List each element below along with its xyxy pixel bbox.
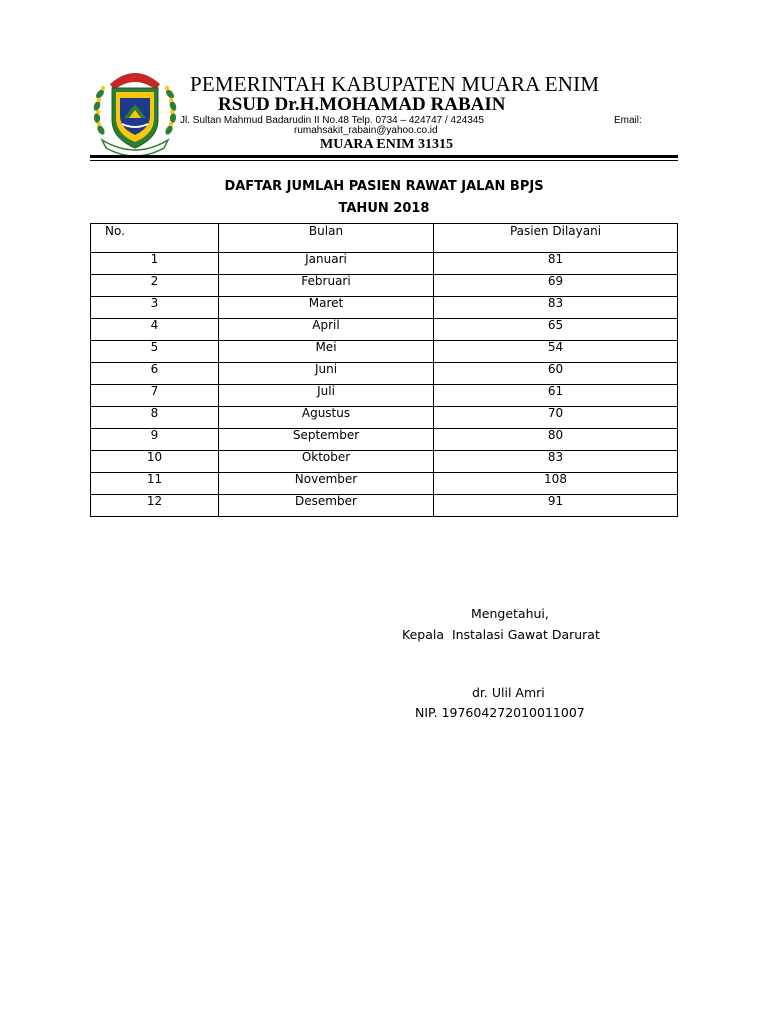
cell-month: Juni: [219, 363, 434, 385]
email-label: Email:: [614, 115, 642, 126]
cell-month: Agustus: [219, 407, 434, 429]
cell-no: 3: [91, 297, 219, 319]
cell-month: Mei: [219, 341, 434, 363]
report-title: DAFTAR JUMLAH PASIEN RAWAT JALAN BPJS: [224, 179, 544, 194]
table-row: [91, 385, 678, 407]
regency-coat-of-arms-icon: [88, 64, 182, 158]
cell-month: Oktober: [219, 451, 434, 473]
signatory-nip: NIP. 197604272010011007: [415, 705, 585, 720]
cell-patients: 91: [434, 495, 678, 517]
hospital-name: RSUD Dr.H.MOHAMAD RABAIN: [218, 94, 506, 115]
column-header-patients: Pasien Dilayani: [434, 224, 678, 253]
letterhead-divider-thick: [90, 155, 678, 158]
cell-month: Januari: [219, 253, 434, 275]
cell-no: 12: [91, 495, 219, 517]
cell-patients: 54: [434, 341, 678, 363]
cell-no: 8: [91, 407, 219, 429]
cell-patients: 61: [434, 385, 678, 407]
cell-no: 2: [91, 275, 219, 297]
table-row: [91, 451, 678, 473]
cell-patients: 108: [434, 473, 678, 495]
table-row: [91, 275, 678, 297]
table-header-row: [91, 224, 678, 253]
letterhead-divider-thin: [90, 160, 678, 161]
report-year: TAHUN 2018: [338, 201, 430, 216]
table-row: [91, 341, 678, 363]
cell-patients: 60: [434, 363, 678, 385]
table-row: [91, 429, 678, 451]
cell-patients: 65: [434, 319, 678, 341]
hospital-address: Jl. Sultan Mahmud Badarudin II No.48 Telp. 0734 – 424747 / 424345: [180, 115, 484, 126]
cell-patients: 69: [434, 275, 678, 297]
cell-month: November: [219, 473, 434, 495]
column-header-month: Bulan: [219, 224, 434, 253]
cell-month: April: [219, 319, 434, 341]
cell-no: 6: [91, 363, 219, 385]
cell-no: 7: [91, 385, 219, 407]
patient-count-table: [90, 223, 678, 517]
cell-patients: 81: [434, 253, 678, 275]
acknowledged-label: Mengetahui,: [471, 606, 549, 621]
cell-no: 10: [91, 451, 219, 473]
table-row: [91, 407, 678, 429]
table-row: [91, 319, 678, 341]
cell-month: Juli: [219, 385, 434, 407]
table-row: [91, 297, 678, 319]
cell-no: 9: [91, 429, 219, 451]
signatory-name: dr. Ulil Amri: [472, 685, 545, 700]
cell-patients: 83: [434, 451, 678, 473]
cell-no: 4: [91, 319, 219, 341]
cell-month: Maret: [219, 297, 434, 319]
table-body: [91, 253, 678, 517]
cell-patients: 70: [434, 407, 678, 429]
cell-patients: 80: [434, 429, 678, 451]
government-name: PEMERINTAH KABUPATEN MUARA ENIM: [190, 72, 600, 96]
column-header-no: No.: [91, 224, 219, 253]
cell-month: September: [219, 429, 434, 451]
cell-no: 1: [91, 253, 219, 275]
table-row: [91, 473, 678, 495]
table-row: [91, 253, 678, 275]
table-row: [91, 363, 678, 385]
signatory-role: Kepala Instalasi Gawat Darurat: [402, 627, 600, 642]
table-row: [91, 495, 678, 517]
cell-month: Desember: [219, 495, 434, 517]
cell-no: 11: [91, 473, 219, 495]
email-address: rumahsakit_rabain@yahoo.co.id: [294, 125, 438, 136]
cell-patients: 83: [434, 297, 678, 319]
hospital-city: MUARA ENIM 31315: [320, 137, 453, 152]
cell-no: 5: [91, 341, 219, 363]
cell-month: Februari: [219, 275, 434, 297]
